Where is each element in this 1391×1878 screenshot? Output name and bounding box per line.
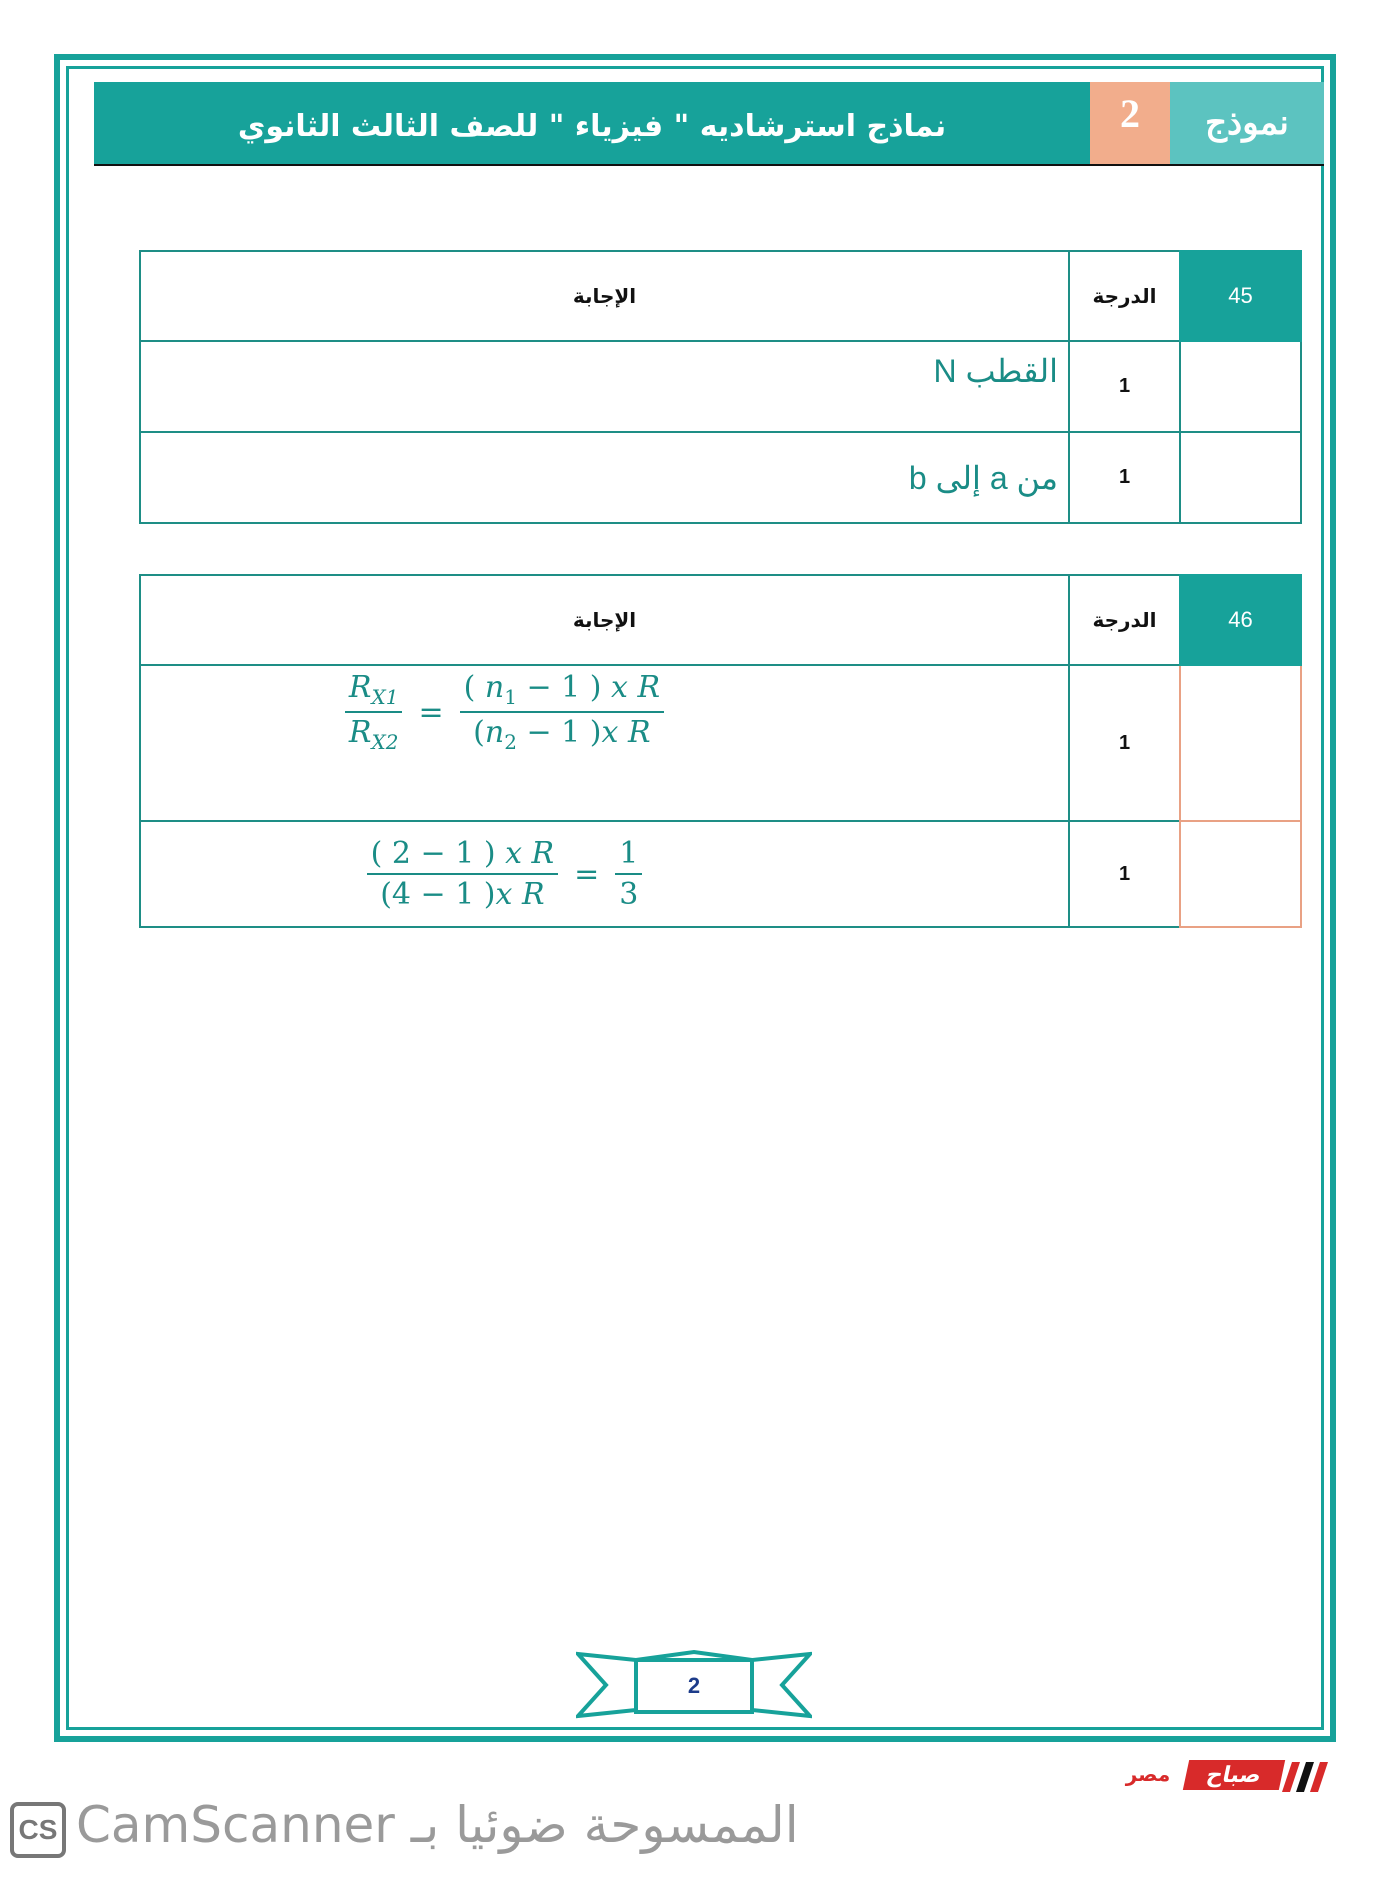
math-subscript: 1 bbox=[504, 685, 517, 709]
math-symbol: n bbox=[484, 715, 505, 750]
grade-value: 1 bbox=[1069, 821, 1180, 927]
math-symbol: n bbox=[484, 670, 505, 705]
model-label: نموذج bbox=[1170, 82, 1324, 164]
math-symbol: x R bbox=[601, 715, 651, 750]
math-text: ( 2 − 1 ) bbox=[370, 836, 506, 871]
empty-cell bbox=[1180, 341, 1301, 432]
grade-value: 1 bbox=[1069, 665, 1180, 821]
math-text: ( bbox=[463, 670, 485, 705]
fraction-lhs bbox=[345, 670, 403, 754]
math-subscript: X1 bbox=[371, 685, 399, 709]
grade-value: 1 bbox=[1069, 341, 1180, 432]
page-header bbox=[94, 82, 1324, 166]
math-symbol: x R bbox=[611, 670, 661, 705]
fraction-result bbox=[615, 836, 642, 912]
answer-equation-2 bbox=[140, 821, 1069, 927]
empty-cell bbox=[1180, 432, 1301, 523]
equals-sign: = bbox=[418, 694, 444, 730]
math-text: − 1 ) bbox=[516, 670, 612, 705]
math-symbol: R bbox=[348, 715, 372, 750]
question-number: 45 bbox=[1180, 251, 1301, 341]
table-row bbox=[140, 665, 1301, 821]
table-row bbox=[140, 432, 1301, 523]
table-row bbox=[140, 821, 1301, 927]
logo-misr: مصر bbox=[1125, 1762, 1171, 1786]
page-number: 2 bbox=[687, 1673, 701, 1698]
model-number: 2 bbox=[1090, 82, 1170, 164]
grade-header: الدرجة bbox=[1069, 575, 1180, 665]
math-symbol: x R bbox=[495, 877, 545, 912]
logo-sabah: صباح bbox=[1183, 1760, 1285, 1790]
empty-cell bbox=[1180, 821, 1301, 927]
page-title: نماذج استرشاديه " فيزياء " للصف الثالث الثانوي bbox=[94, 82, 1090, 164]
fraction-lhs bbox=[367, 836, 558, 912]
math-subscript: 2 bbox=[504, 730, 517, 754]
fraction-rhs bbox=[460, 670, 664, 754]
empty-cell bbox=[1180, 665, 1301, 821]
camscanner-logo: CS bbox=[10, 1802, 66, 1858]
answer-equation-1 bbox=[140, 665, 1069, 821]
question-46-table bbox=[139, 574, 1302, 928]
answer-header: الإجابة bbox=[140, 251, 1069, 341]
math-subscript: X2 bbox=[371, 730, 399, 754]
answer-text: من a إلى b bbox=[140, 432, 1069, 523]
math-text: 3 bbox=[619, 877, 639, 912]
math-symbol: x R bbox=[505, 836, 555, 871]
math-text: 1 bbox=[615, 836, 642, 875]
answer-text: القطب N bbox=[140, 341, 1069, 432]
math-text: (4 − 1 ) bbox=[380, 877, 496, 912]
math-text: − 1 ) bbox=[516, 715, 602, 750]
grade-header: الدرجة bbox=[1069, 251, 1180, 341]
math-text: ( bbox=[473, 715, 485, 750]
answer-header: الإجابة bbox=[140, 575, 1069, 665]
question-45-table bbox=[139, 250, 1302, 524]
table-row bbox=[140, 341, 1301, 432]
question-number: 46 bbox=[1180, 575, 1301, 665]
math-symbol: R bbox=[348, 670, 372, 705]
equals-sign: = bbox=[574, 856, 600, 892]
grade-value: 1 bbox=[1069, 432, 1180, 523]
scanner-watermark-text: الممسوحة ضوئيا بـ CamScanner bbox=[76, 1796, 799, 1854]
